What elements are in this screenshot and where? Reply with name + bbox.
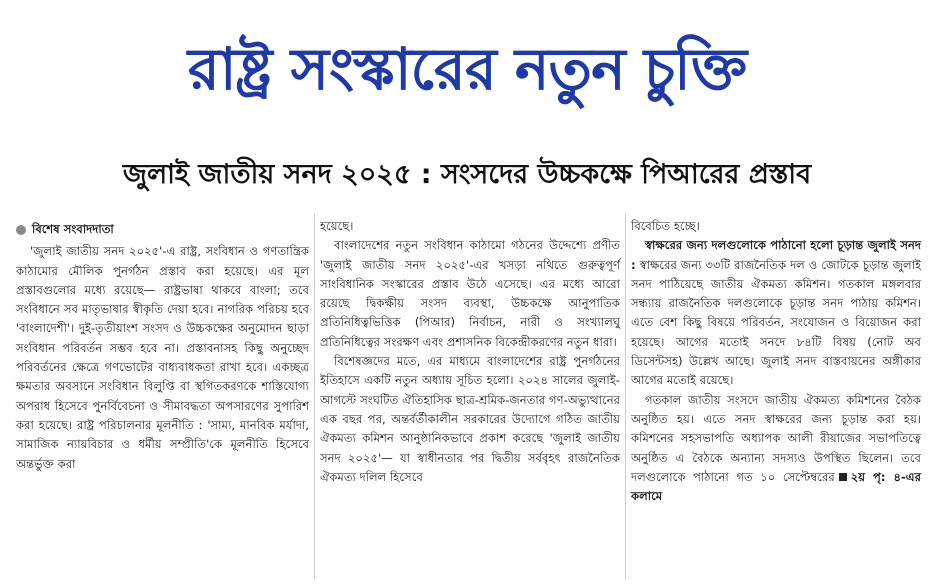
byline-text: বিশেষ সংবাদদাতা: [32, 222, 114, 236]
column-divider: [625, 214, 626, 579]
headline: রাষ্ট্র সংস্কারের নতুন চুক্তি: [187, 35, 747, 103]
paragraph: হয়েছে।: [320, 219, 354, 233]
byline: [16, 220, 309, 239]
paragraph: বিবেচিত হচ্ছে।: [631, 219, 700, 233]
article-column-3: [631, 217, 921, 506]
paragraph-text: গতকাল জাতীয় সংসদে জাতীয় ঐকমত্য কমিশনের বৈঠক অনুষ্ঠিত হয়। এতে সনদ স্বাক্ষরের জন্য চূড়ান্ত করা হয়। কমিশনের সহসভাপতি অধ্যাপক আলী রীয়াজের সভাপতিত্বে অনুষ্ঠিত এ বৈঠকে অন্যান্য সদস্যও উপস্থিত ছিলেন। তবে দলগুলোকে পাঠানো গত ১০ সেপ্টেম্বরের: [631, 392, 921, 484]
continued-text: ২য় পৃ: ৪-এর কলামে: [631, 469, 921, 504]
paragraph: [631, 391, 921, 507]
paragraph: বাংলাদেশের নতুন সংবিধান কাঠামো গঠনের উদ্দেশ্যে প্রণীত 'জুলাই জাতীয় সনদ ২০২৫'-এর খসড়া নথিতে গুরুত্বপূর্ণ সাংবিধানিক সংস্কারের প্রস্তাব উঠে এসেছে। এর মধ্যে আরো রয়েছে দ্বিকক্ষীয় সংসদ ব্যবস্থা, উচ্চকক্ষে আনুপাতিক প্রতিনিধিত্বভিত্তিক (পিআর) নির্বাচন, নারী ও সংখ্যালঘু প্রতিনিধিত্বের সংরক্ষণ এবং প্রশাসনিক বিকেন্দ্রীকরণের নতুন ধারা।: [320, 238, 620, 349]
paragraph: বিশেষজ্ঞদের মতে, এর মাধ্যমে বাংলাদেশের রাষ্ট্র পুনর্গঠনের ইতিহাসে একটি নতুন অধ্যায় সূচিত হলো। ২০২৪ সালের জুলাই-আগস্টে সংঘটিত ঐতিহাসিক ছাত্র-শ্রমিক-জনতার গণ-অভ্যুত্থানের এক বছর পর, অন্তর্বর্তীকালীন সরকারের উদ্যোগে গঠিত জাতীয় ঐকমত্য কমিশন আনুষ্ঠানিকভাবে প্রকাশ করেছে 'জুলাই জাতীয় সনদ ২০২৫'— যা স্বাধীনতার পর দ্বিতীয় সর্ববৃহৎ রাজনৈতিক ঐকমত্য দলিল হিসেবে: [320, 354, 620, 484]
paragraph-text: স্বাক্ষরের জন্য ৩৩টি রাজনৈতিক দল ও জোটকে চূড়ান্ত জুলাই সনদ পাঠিয়েছে জাতীয় ঐকমত্য কমিশন। গতকাল মঙ্গলবার সন্ধ্যায় রাজনৈতিক দলগুলোকে চূড়ান্ত সনদ পাঠায় কমিশন। এতে বেশ কিছু বিষয়ে পরিবর্তন, সংযোজন ও বিয়োজন করা হয়েছে। আগের মতোই সনদে ৮৪টি বিষয় (নোট অব ডিসেন্টসহ) উল্লেখ আছে। জুলাই সনদ বাস্তবায়নের অঙ্গীকার আগের মতোই রয়েছে।: [631, 257, 921, 388]
column-divider: [314, 214, 315, 579]
section-lead: স্বাক্ষরের জন্য দলগুলোকে পাঠানো হলো চূড়ান্ত জুলাই সনদ :: [631, 238, 921, 272]
paragraph: [631, 236, 921, 390]
bullet-dot-icon: [16, 225, 26, 235]
subheadline: জুলাই জাতীয় সনদ ২০২৫ : সংসদের উচ্চকক্ষে পিআরের প্রস্তাব: [122, 159, 812, 190]
article-column-1: [16, 220, 309, 474]
article-column-2: [320, 217, 620, 487]
continued-marker-icon: [839, 473, 847, 481]
paragraph: 'জুলাই জাতীয় সনদ ২০২৫'-এ রাষ্ট্র, সংবিধান ও গণতান্ত্রিক কাঠামোর মৌলিক পুনর্গঠন প্রস্তাব করা হয়েছে। এর মূল প্রস্তাবগুলোর মধ্যে রয়েছে— রাষ্ট্রভাষা থাকবে বাংলা; তবে সংবিধানে সব মাতৃভাষার স্বীকৃতি দেয়া হবে। নাগরিক পরিচয় হবে 'বাংলাদেশী'। দুই-তৃতীয়াংশ সংসদ ও উচ্চকক্ষের অনুমোদন ছাড়া সংবিধান পরিবর্তন সম্ভব হবে না। প্রস্তাবনাসহ কিছু অনুচ্ছেদ পরিবর্তনের ক্ষেত্রে গণভোটের বাধ্যবাধকতা রাখা হবে। একচ্ছত্র ক্ষমতার অবসানে সংবিধান বিলুপ্তি বা স্থগিতকরণকে শাস্তিযোগ্য অপরাধ হিসেবে পুনর্বিবেচনা ও সীমাবদ্ধতা অপসারণের সুপারিশ করা হয়েছে। রাষ্ট্র পরিচালনার মূলনীতি : 'সাম্য, মানবিক মর্যাদা, সামাজিক ন্যায়বিচার ও ধর্মীয় সম্প্রীতি'কে মূলনীতি হিসেবে অন্তর্ভুক্ত করা: [16, 244, 309, 471]
